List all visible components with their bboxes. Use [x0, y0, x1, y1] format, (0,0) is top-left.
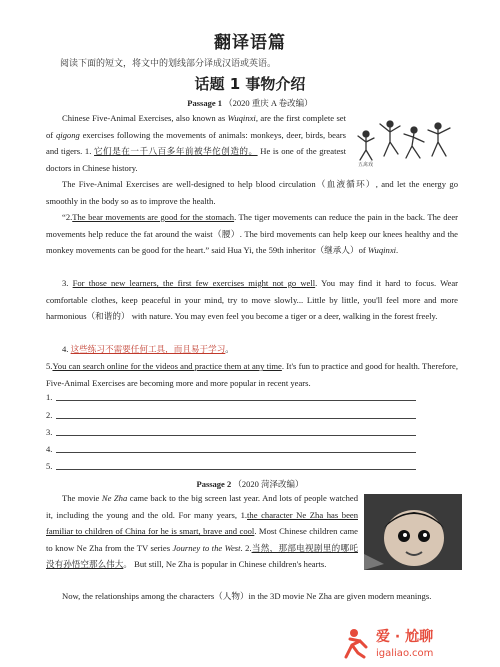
site-watermark-logo [340, 625, 490, 661]
watermark-runner-icon [346, 629, 366, 657]
answer-line-1[interactable]: 1. [46, 392, 52, 402]
answer-line-4[interactable]: 4. [46, 444, 52, 454]
passage1-paragraph2: The Five-Animal Exercises are well-designed to help blood circulation（血液循环）, and let the energy go smoothly in the body so as to improve the health. [46, 179, 458, 206]
document-title: 翻译语篇 [214, 33, 286, 53]
topic-heading: 话题 1 事物介绍 [194, 75, 306, 93]
passage2-source: （2020 菏泽改编） [233, 479, 304, 489]
ne-zha-movie-still [364, 494, 462, 570]
translation-item-2: The bear movements are good for the stomach [72, 212, 235, 222]
passage1-paragraph6: 5.You can search online for the videos and practice them at any time. It's fun to practice and good for health. Therefore, Five-Animal Exercises are becoming more and more popular in recent years. [46, 361, 458, 388]
passage1-paragraph1: Chinese Five-Animal Exercises, also known as Wuqinxi, are the first complete set of qigong exercises following the movements of animals: monkeys, deer, birds, bears and tigers. 1. 它们是在一千八百多年前被华佗创造的。 He is one of the greatest doctors in Chinese history. [46, 113, 347, 173]
passage2-translation-item-1: the character Ne Zha has been familiar to children of China for he is smart, brave and cool [46, 509, 358, 536]
translation-item-4: 这些练习不需要任何工具，而且易于学习 [70, 344, 226, 354]
passage1-paragraph5: 4. 这些练习不需要任何工具，而且易于学习。 [62, 344, 234, 354]
passage1-paragraph4: 3. For those new learners, the first few exercises might not go well. You may find it hard to focus. Wear comfortable clothes, keep peaceful in your mind, try to move slowly... Little by little, you'll feel more and more harmonious（和谐的） with nature. You may even feel you become a tiger or a deer, walking in the forest freely. [46, 278, 458, 321]
passage2-paragraph1: The movie Ne Zha came back to the big screen last year. And lots of people watched it, including the young and the old. For many years, 1.the character Ne Zha has been familiar to children of China for he is smart, brave and cool. Most Chinese children came to know Ne Zha from the TV series Journey to the West. 2.当然，那部电视剧里的哪吒没有孙悟空那么伟大。 But still, Ne Zha is popular in Chinese children's hearts. [46, 493, 358, 569]
translation-item-1: 它们是在一千八百多年前被华佗创造的。 [94, 146, 258, 156]
watermark-url: igaliao.com [376, 648, 434, 659]
answer-line-5[interactable]: 5. [46, 461, 52, 471]
five-animal-exercise-illustration [352, 112, 458, 168]
translation-item-5: You can search online for the videos and practice them at any time [52, 361, 282, 371]
passage2-heading [0, 478, 500, 490]
passage1-source: （2020 重庆 A 卷改编） [224, 98, 313, 108]
answer-line-2[interactable]: 2. [46, 410, 52, 420]
passage2-paragraph2: Now, the relationships among the characters（人物）in the 3D movie Ne Zha are given modern meanings. [62, 591, 432, 601]
passage1-paragraph3: “2.The bear movements are good for the stomach. The tiger movements can reduce the pain in the back. The deer movements help reduce the fat around the waist（腰）. The bird movements can help keep our knees healthy and the monkey movements can be good for the heart.” said Hua Yi, the 59th inheritor（继承人）of Wuqinxi. [46, 212, 458, 255]
answer-line-3[interactable]: 3. [46, 427, 52, 437]
svg-text:五禽戏: 五禽戏 [358, 162, 374, 168]
watermark-brand: 爱 · 尬聊 [376, 629, 434, 645]
passage1-label: Passage 1 [187, 98, 223, 108]
passage2-label: Passage 2 [196, 479, 232, 489]
translation-item-3: For those new learners, the first few exercises might not go well [72, 278, 316, 288]
passage2-translation-item-2: 当然，那部电视剧里的哪吒没有孙悟空那么伟大 [46, 542, 358, 569]
instruction-text: 阅读下面的短文，将文中的划线部分译成汉语或英语。 [60, 58, 277, 68]
passage1-heading [0, 97, 500, 109]
